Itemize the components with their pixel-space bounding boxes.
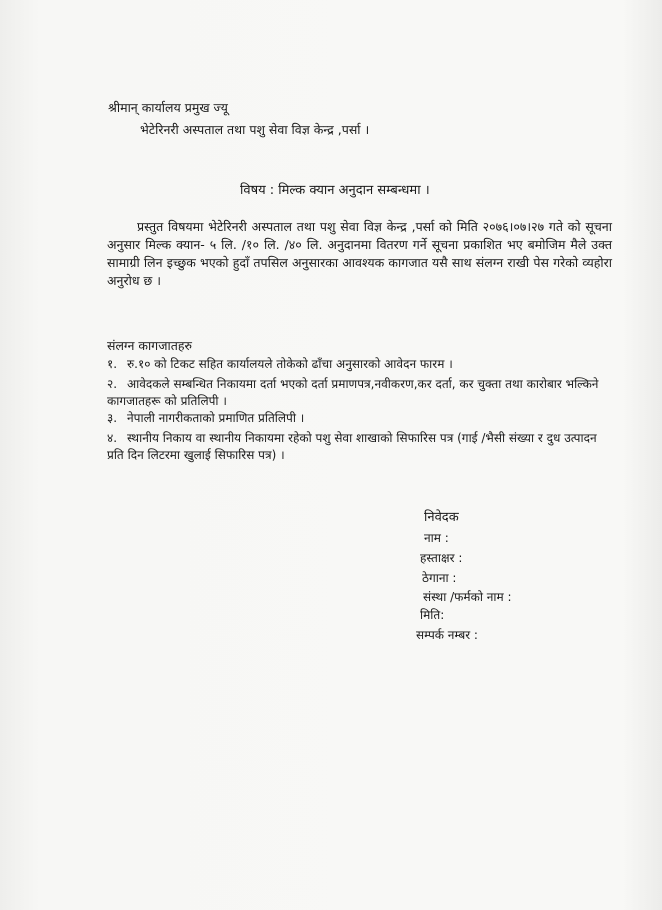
attachment-number: ३.: [107, 411, 118, 425]
attachment-number: १.: [107, 357, 118, 371]
attachment-item: [107, 376, 612, 410]
body-text: प्रस्तुत विषयमा भेटेरिनरी अस्पताल तथा पशु सेवा विज्ञ केन्द्र ,पर्सा को मिति २०७६।०७।२७ गते को सूचना अनुसार मिल्क क्यान- ५ लि. /१० लि. /४० लि. अनुदानमा वितरण गर्ने सूचना प्रकाशित भए बमोजिम मैले उक्त सामाग्री लिन इच्छुक भएको हुदाँ तपसिल अनुसारका आवश्यक कागजात यसै साथ संलग्न राखी पेस गरेको व्यहोरा अनुरोध छ ।: [107, 219, 612, 288]
signature-field-name: नाम :: [424, 531, 449, 545]
attachment-number: २.: [107, 377, 118, 391]
attachment-number: ४.: [107, 431, 118, 445]
signature-field-signature: हस्ताक्षर :: [420, 551, 463, 565]
signature-heading: निवेदक: [424, 510, 459, 525]
attachment-item: [107, 410, 612, 427]
attachments-heading: संलग्न कागजातहरु: [107, 338, 192, 353]
addressee-line-2: भेटेरिनरी अस्पताल तथा पशु सेवा विज्ञ केन्द्र ,पर्सा ।: [140, 122, 370, 137]
attachment-text: स्थानीय निकाय वा स्थानीय निकायमा रहेको पशु सेवा शाखाको सिफारिस पत्र (गाई /भैसी संख्या र दुध उत्पादन प्रति दिन लिटरमा खुलाई सिफारिस पत्र) ।: [107, 431, 597, 462]
signature-field-contact: सम्पर्क नम्बर :: [416, 628, 478, 642]
signature-field-address: ठेगाना :: [422, 571, 457, 585]
subject-line: विषय : मिल्क क्यान अनुदान सम्बन्धमा ।: [240, 183, 430, 198]
addressee-line-1: श्रीमान् कार्यालय प्रमुख ज्यू: [108, 100, 228, 115]
attachment-text: आवेदकले सम्बन्धित निकायमा दर्ता भएको दर्ता प्रमाणपत्र,नवीकरण,कर दर्ता, कर चुक्ता तथा कारोबार भल्किने कागजातहरू को प्रतिलिपी ।: [107, 377, 599, 408]
attachment-item: [107, 356, 612, 373]
attachment-item: [107, 430, 612, 464]
signature-field-organization: संस्था /फर्मको नाम :: [423, 590, 512, 604]
attachment-text: रु.१० को टिकट सहित कार्यालयले तोकेको ढाँचा अनुसारको आवेदन फारम ।: [127, 357, 453, 371]
signature-field-date: मिति:: [420, 608, 445, 622]
body-paragraph: [107, 218, 612, 290]
attachment-text: नेपाली नागरीकताको प्रमाणित प्रतिलिपी ।: [127, 411, 305, 425]
